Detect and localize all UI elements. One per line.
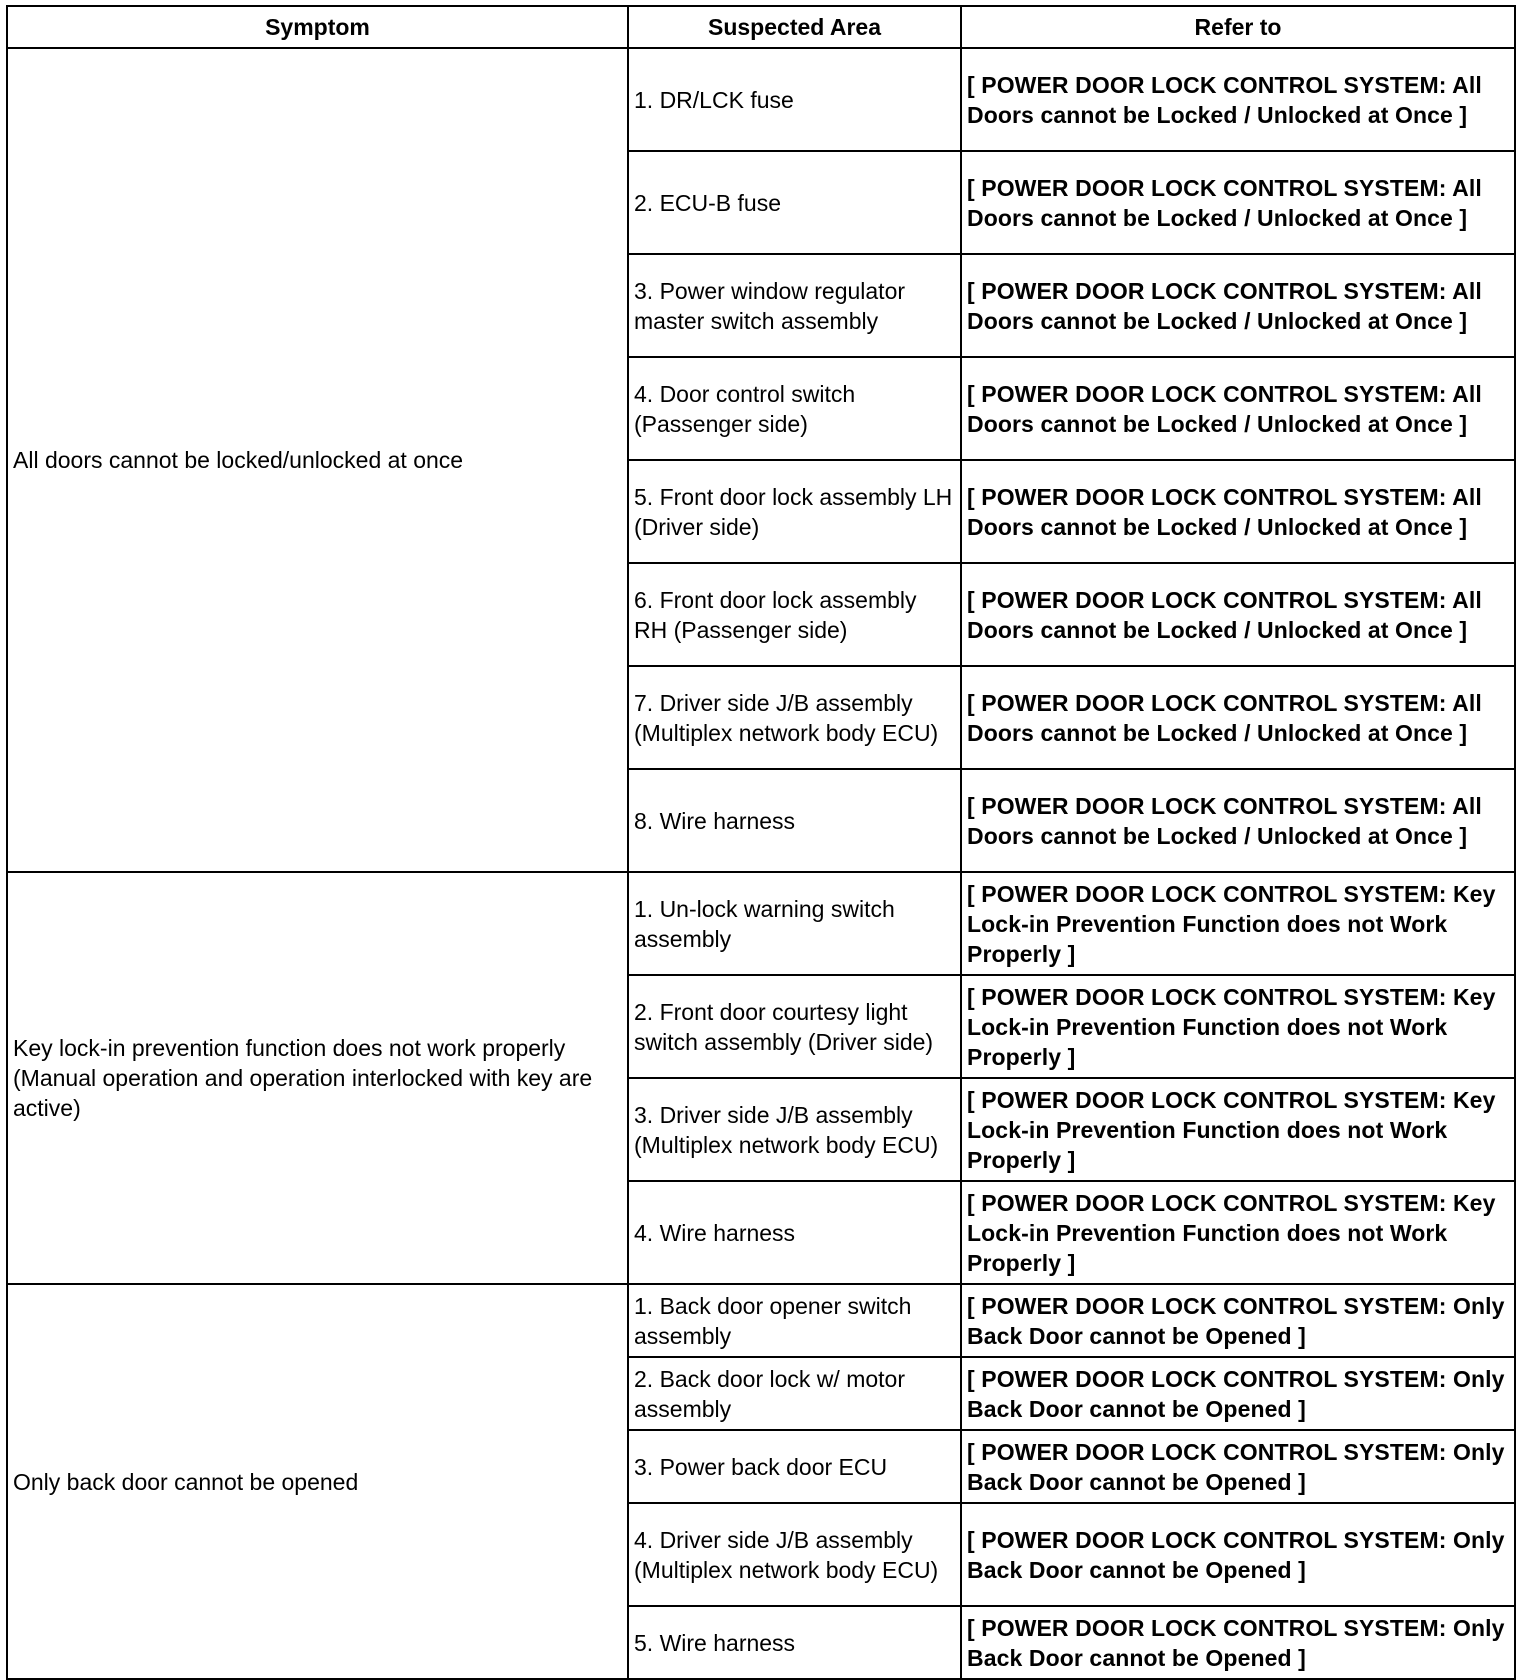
suspected-area-cell: 4. Wire harness (628, 1181, 961, 1284)
refer-to-link[interactable]: [ POWER DOOR LOCK CONTROL SYSTEM: Only Back Door cannot be Opened ] (961, 1503, 1515, 1606)
symptom-cell: All doors cannot be locked/unlocked at once (7, 48, 628, 872)
refer-to-link[interactable]: [ POWER DOOR LOCK CONTROL SYSTEM: All Doors cannot be Locked / Unlocked at Once ] (961, 151, 1515, 254)
suspected-area-cell: 1. Back door opener switch assembly (628, 1284, 961, 1357)
suspected-area-cell: 3. Driver side J/B assembly (Multiplex network body ECU) (628, 1078, 961, 1181)
suspected-area-cell: 8. Wire harness (628, 769, 961, 872)
refer-to-link[interactable]: [ POWER DOOR LOCK CONTROL SYSTEM: All Doors cannot be Locked / Unlocked at Once ] (961, 48, 1515, 151)
refer-to-link[interactable]: [ POWER DOOR LOCK CONTROL SYSTEM: Only Back Door cannot be Opened ] (961, 1284, 1515, 1357)
symptom-cell: Only back door cannot be opened (7, 1284, 628, 1679)
symptom-cell: Key lock-in prevention function does not work properly (Manual operation and operation interlocked with key are active) (7, 872, 628, 1284)
suspected-area-cell: 3. Power back door ECU (628, 1430, 961, 1503)
refer-to-link[interactable]: [ POWER DOOR LOCK CONTROL SYSTEM: Only Back Door cannot be Opened ] (961, 1430, 1515, 1503)
suspected-area-cell: 3. Power window regulator master switch assembly (628, 254, 961, 357)
suspected-area-cell: 7. Driver side J/B assembly (Multiplex network body ECU) (628, 666, 961, 769)
refer-to-link[interactable]: [ POWER DOOR LOCK CONTROL SYSTEM: All Doors cannot be Locked / Unlocked at Once ] (961, 666, 1515, 769)
refer-to-link[interactable]: [ POWER DOOR LOCK CONTROL SYSTEM: All Doors cannot be Locked / Unlocked at Once ] (961, 563, 1515, 666)
suspected-area-cell: 2. Back door lock w/ motor assembly (628, 1357, 961, 1430)
suspected-area-cell: 4. Driver side J/B assembly (Multiplex network body ECU) (628, 1503, 961, 1606)
refer-to-link[interactable]: [ POWER DOOR LOCK CONTROL SYSTEM: Key Lock-in Prevention Function does not Work Properly ] (961, 1078, 1515, 1181)
header-symptom: Symptom (7, 6, 628, 48)
refer-to-link[interactable]: [ POWER DOOR LOCK CONTROL SYSTEM: Key Lock-in Prevention Function does not Work Properly ] (961, 975, 1515, 1078)
suspected-area-cell: 4. Door control switch (Passenger side) (628, 357, 961, 460)
refer-to-link[interactable]: [ POWER DOOR LOCK CONTROL SYSTEM: All Doors cannot be Locked / Unlocked at Once ] (961, 357, 1515, 460)
refer-to-link[interactable]: [ POWER DOOR LOCK CONTROL SYSTEM: Only Back Door cannot be Opened ] (961, 1606, 1515, 1679)
suspected-area-cell: 5. Wire harness (628, 1606, 961, 1679)
suspected-area-cell: 2. ECU-B fuse (628, 151, 961, 254)
header-suspected-area: Suspected Area (628, 6, 961, 48)
suspected-area-cell: 1. DR/LCK fuse (628, 48, 961, 151)
table-row (7, 48, 1515, 151)
refer-to-link[interactable]: [ POWER DOOR LOCK CONTROL SYSTEM: All Doors cannot be Locked / Unlocked at Once ] (961, 460, 1515, 563)
refer-to-link[interactable]: [ POWER DOOR LOCK CONTROL SYSTEM: Key Lock-in Prevention Function does not Work Properly ] (961, 1181, 1515, 1284)
symptom-table (6, 5, 1516, 1680)
refer-to-link[interactable]: [ POWER DOOR LOCK CONTROL SYSTEM: Key Lock-in Prevention Function does not Work Properly ] (961, 872, 1515, 975)
refer-to-link[interactable]: [ POWER DOOR LOCK CONTROL SYSTEM: Only Back Door cannot be Opened ] (961, 1357, 1515, 1430)
suspected-area-cell: 6. Front door lock assembly RH (Passenger side) (628, 563, 961, 666)
refer-to-link[interactable]: [ POWER DOOR LOCK CONTROL SYSTEM: All Doors cannot be Locked / Unlocked at Once ] (961, 769, 1515, 872)
suspected-area-cell: 5. Front door lock assembly LH (Driver side) (628, 460, 961, 563)
table-row (7, 1284, 1515, 1357)
refer-to-link[interactable]: [ POWER DOOR LOCK CONTROL SYSTEM: All Doors cannot be Locked / Unlocked at Once ] (961, 254, 1515, 357)
header-row (7, 6, 1515, 48)
header-refer-to: Refer to (961, 6, 1515, 48)
suspected-area-cell: 2. Front door courtesy light switch assembly (Driver side) (628, 975, 961, 1078)
suspected-area-cell: 1. Un-lock warning switch assembly (628, 872, 961, 975)
table-row (7, 872, 1515, 975)
